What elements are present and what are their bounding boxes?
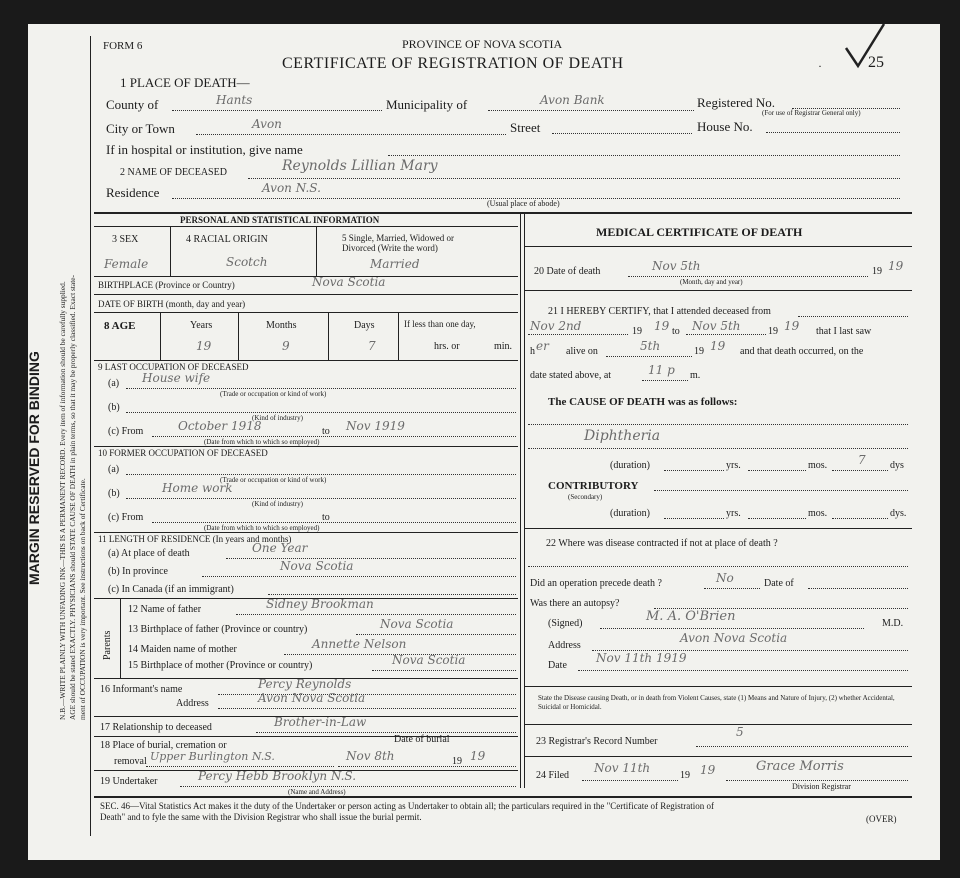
date-stated-text: date stated above, at bbox=[530, 370, 612, 381]
death-year-prefix: 19 bbox=[872, 266, 882, 277]
registrar-signature: Grace Morris bbox=[756, 759, 844, 774]
province-heading: PROVINCE OF NOVA SCOTIA bbox=[402, 37, 563, 51]
burial-place-value: Upper Burlington N.S. bbox=[150, 750, 275, 763]
street-label: Street bbox=[510, 120, 541, 135]
county-label: County of bbox=[106, 97, 159, 112]
burial-date-value: Nov 8th bbox=[346, 749, 395, 763]
md-label: M.D. bbox=[882, 618, 904, 629]
industry-hint-1: (Kind of industry) bbox=[252, 414, 303, 422]
occ-to-value: Nov 1919 bbox=[346, 419, 405, 433]
former-a-label: (a) bbox=[108, 464, 120, 475]
undertaker-label: 19 Undertaker bbox=[100, 776, 158, 787]
secondary-hint: (Secondary) bbox=[568, 493, 603, 501]
res-b-label: (b) In province bbox=[108, 566, 168, 577]
medical-address-value: Avon Nova Scotia bbox=[680, 631, 788, 645]
former-to-label: to bbox=[322, 512, 330, 523]
place-heading: 1 PLACE OF DEATH— bbox=[120, 75, 250, 90]
marital-label-2: Divorced (Write the word) bbox=[342, 243, 438, 253]
margin-instructions-2: AGE should be stated EXACTLY. PHYSICIANS should STATE CAUSE OF DEATH in plain terms, so that it may be properly classified. Exact state- bbox=[68, 275, 77, 720]
operation-label: Did an operation precede death ? bbox=[530, 578, 662, 589]
relationship-label: 17 Relationship to deceased bbox=[100, 722, 212, 733]
record-number-value: 5 bbox=[736, 725, 744, 739]
mother-value: Annette Nelson bbox=[312, 637, 407, 651]
county-value: Hants bbox=[216, 93, 253, 107]
attended-year-prefix-1: 19 bbox=[632, 326, 642, 337]
filed-value: Nov 11th bbox=[594, 761, 651, 775]
form-number: FORM 6 bbox=[103, 40, 143, 52]
attended-year-prefix-2: 19 bbox=[768, 326, 778, 337]
months-value: 9 bbox=[282, 339, 290, 353]
autopsy-label: Was there an autopsy? bbox=[530, 598, 620, 609]
father-birthplace-value: Nova Scotia bbox=[380, 617, 454, 631]
mother-birthplace-label: 15 Birthplace of mother (Province or country) bbox=[128, 660, 313, 671]
months-label: Months bbox=[266, 320, 297, 331]
parents-side-label: Parents bbox=[102, 630, 113, 660]
filed-year-value: 19 bbox=[700, 763, 716, 777]
years-value: 19 bbox=[196, 339, 212, 353]
attended-to-value: Nov 5th bbox=[692, 319, 741, 333]
margin-instructions-3: ment of OCCUPATION is very important. See instructions on back of Certificate. bbox=[78, 478, 87, 720]
hrs-label: hrs. or bbox=[434, 341, 460, 352]
occ-from-value: October 1918 bbox=[178, 419, 262, 433]
burial-label-1: 18 Place of burial, cremation or bbox=[100, 740, 227, 751]
duration-days-value: 7 bbox=[858, 453, 866, 467]
death-year-value: 19 bbox=[888, 259, 904, 273]
yrs-label-2: yrs. bbox=[726, 508, 741, 519]
signed-label: (Signed) bbox=[548, 618, 583, 629]
mos-label-1: mos. bbox=[808, 460, 828, 471]
date-hint-1: (Date from which to which so employed) bbox=[204, 438, 320, 446]
dob-label: DATE OF BIRTH (month, day and year) bbox=[98, 299, 246, 309]
date-hint-2: (Date from which to which so employed) bbox=[204, 524, 320, 532]
deceased-name-label: 2 NAME OF DECEASED bbox=[120, 167, 227, 178]
burial-year-value: 19 bbox=[470, 749, 486, 763]
racial-origin-value: Scotch bbox=[226, 255, 268, 269]
medical-date-value: Nov 11th 1919 bbox=[596, 651, 687, 665]
usual-abode-note: (Usual place of abode) bbox=[487, 199, 560, 208]
m-suffix: m. bbox=[690, 370, 701, 381]
page-number: 25 bbox=[868, 54, 884, 71]
time-value: 11 p bbox=[648, 363, 675, 377]
former-occupation-heading: 10 FORMER OCCUPATION OF DECEASED bbox=[98, 448, 268, 458]
yrs-label-1: yrs. bbox=[726, 460, 741, 471]
days-value: 7 bbox=[368, 339, 376, 353]
less-than-day-label: If less than one day, bbox=[404, 319, 476, 329]
marital-label-1: 5 Single, Married, Widowed or bbox=[342, 233, 454, 243]
hospital-label: If in hospital or institution, give name bbox=[106, 142, 303, 157]
binding-margin-label: MARGIN RESERVED FOR BINDING bbox=[26, 351, 42, 585]
res-b-value: Nova Scotia bbox=[280, 559, 354, 573]
certify-text: 21 I HEREBY CERTIFY, that I attended deceased from bbox=[548, 306, 771, 317]
alive-year-value: 19 bbox=[710, 339, 726, 353]
filed-label: 24 Filed bbox=[536, 770, 570, 781]
record-number-label: 23 Registrar's Record Number bbox=[536, 736, 658, 747]
relationship-value: Brother-in-Law bbox=[274, 715, 367, 729]
date-of-death-label: 20 Date of death bbox=[534, 266, 601, 277]
city-label: City or Town bbox=[106, 121, 175, 136]
undertaker-value: Percy Hebb Brooklyn N.S. bbox=[198, 769, 357, 783]
informant-label: 16 Informant's name bbox=[100, 684, 183, 695]
attended-year-from-value: 19 bbox=[654, 319, 670, 333]
occ-c-from-label: (c) From bbox=[108, 426, 144, 437]
sec46-line-2: Death" and to fyle the same with the Division Registrar who shall issue the burial permit. bbox=[100, 812, 422, 822]
occ-to-label: to bbox=[322, 426, 330, 437]
father-birthplace-label: 13 Birthplace of father (Province or country) bbox=[128, 624, 308, 635]
division-registrar-label: Division Registrar bbox=[792, 782, 851, 791]
occ-b-label: (b) bbox=[108, 402, 120, 413]
residence-value: Avon N.S. bbox=[262, 181, 321, 195]
dys-label-1: dys bbox=[890, 460, 904, 471]
attended-year-to-value: 19 bbox=[784, 319, 800, 333]
h-value: er bbox=[536, 339, 549, 353]
alive-on-label: alive on bbox=[566, 346, 598, 357]
medical-date-label: Date bbox=[548, 660, 567, 671]
res-a-value: One Year bbox=[252, 541, 308, 555]
binding-margin-line bbox=[90, 36, 91, 836]
mother-label: 14 Maiden name of mother bbox=[128, 644, 237, 655]
sex-value: Female bbox=[104, 257, 149, 271]
last-occupation-value: House wife bbox=[142, 371, 211, 385]
operation-value: No bbox=[716, 571, 734, 585]
municipality-value: Avon Bank bbox=[540, 93, 605, 107]
min-label: min. bbox=[494, 341, 513, 352]
duration-label-2: (duration) bbox=[610, 508, 650, 519]
last-occupation-heading: 9 LAST OCCUPATION OF DECEASED bbox=[98, 362, 249, 372]
death-occurred-text: and that death occurred, on the bbox=[740, 346, 864, 357]
margin-instructions-1: N.B.—WRITE PLAINLY WITH UNFADING INK—THIS IS A PERMANENT RECORD. Every item of information should be carefully supplied. bbox=[58, 281, 67, 720]
residence-length-heading: 11 LENGTH OF RESIDENCE (In years and months) bbox=[98, 534, 292, 544]
contributory-label: CONTRIBUTORY bbox=[548, 480, 639, 492]
date-of-death-value: Nov 5th bbox=[652, 259, 701, 273]
res-a-label: (a) At place of death bbox=[108, 548, 190, 559]
informant-address-value: Avon Nova Scotia bbox=[258, 691, 366, 705]
occ-a-label: (a) bbox=[108, 378, 120, 389]
cause-value: Diphtheria bbox=[584, 428, 661, 444]
medical-heading: MEDICAL CERTIFICATE OF DEATH bbox=[596, 225, 803, 239]
informant-address-label: Address bbox=[176, 698, 209, 709]
alive-on-value: 5th bbox=[640, 339, 661, 353]
checkmark-icon bbox=[840, 20, 890, 70]
mos-label-2: mos. bbox=[808, 508, 828, 519]
trade-hint-2: (Trade or occupation or kind of work) bbox=[220, 476, 327, 484]
former-b-label: (b) bbox=[108, 488, 120, 499]
house-no-label: House No. bbox=[697, 119, 753, 134]
burial-label-2: removal bbox=[114, 756, 147, 767]
birthplace-value: Nova Scotia bbox=[312, 275, 386, 289]
age-label: 8 AGE bbox=[104, 320, 136, 332]
marital-value: Married bbox=[370, 257, 420, 271]
sex-label: 3 SEX bbox=[112, 234, 139, 245]
signed-value: M. A. O'Brien bbox=[646, 609, 736, 624]
cause-heading: The CAUSE OF DEATH was as follows: bbox=[548, 396, 738, 408]
municipality-label: Municipality of bbox=[386, 97, 468, 112]
burial-date-label: Date of burial bbox=[394, 734, 450, 745]
filed-year-prefix: 19 bbox=[680, 770, 690, 781]
father-label: 12 Name of father bbox=[128, 604, 202, 615]
racial-origin-label: 4 RACIAL ORIGIN bbox=[186, 234, 268, 245]
h-prefix: h bbox=[530, 346, 535, 357]
last-saw-text: that I last saw bbox=[816, 326, 872, 337]
deceased-name-value: Reynolds Lillian Mary bbox=[282, 158, 438, 174]
registered-no-label: Registered No. bbox=[697, 95, 775, 110]
checkmark-dots: · bbox=[818, 59, 822, 73]
personal-heading: PERSONAL AND STATISTICAL INFORMATION bbox=[180, 215, 380, 225]
disease-note: State the Disease causing Death, or in death from Violent Causes, state (1) Means and Nature of Injury, (2) whether Accidental, Suicidal or Homicidal. bbox=[538, 694, 895, 711]
q22-text: 22 Where was disease contracted if not at place of death ? bbox=[546, 538, 778, 549]
birthplace-label: BIRTHPLACE (Province or Country) bbox=[98, 280, 235, 290]
attended-from-value: Nov 2nd bbox=[530, 319, 582, 333]
alive-year-prefix: 19 bbox=[694, 346, 704, 357]
medical-address-label: Address bbox=[548, 640, 581, 651]
days-label: Days bbox=[354, 320, 375, 331]
trade-hint-1: (Trade or occupation or kind of work) bbox=[220, 390, 327, 398]
sec46-line-1: SEC. 46—Vital Statistics Act makes it the duty of the Undertaker or person acting as Undertaker to obtain all; the particulars required in the "Certificate of Registration of bbox=[100, 801, 714, 811]
date-of-label: Date of bbox=[764, 578, 794, 589]
former-occupation-value: Home work bbox=[162, 481, 233, 495]
burial-year-prefix: 19 bbox=[452, 756, 462, 767]
page-title: CERTIFICATE OF REGISTRATION OF DEATH bbox=[282, 55, 624, 72]
over-label: (OVER) bbox=[866, 814, 897, 824]
res-c-label: (c) In Canada (if an immigrant) bbox=[108, 584, 234, 595]
informant-value: Percy Reynolds bbox=[258, 677, 352, 691]
attended-to-label: to bbox=[672, 326, 680, 337]
father-value: Sidney Brookman bbox=[266, 597, 374, 611]
registrar-use-note: (For use of Registrar General only) bbox=[762, 109, 861, 117]
city-value: Avon bbox=[252, 117, 282, 131]
name-address-hint: (Name and Address) bbox=[288, 788, 346, 796]
mother-birthplace-value: Nova Scotia bbox=[392, 653, 466, 667]
duration-label-1: (duration) bbox=[610, 460, 650, 471]
former-c-from-label: (c) From bbox=[108, 512, 144, 523]
residence-label: Residence bbox=[106, 185, 160, 200]
month-day-year-hint: (Month, day and year) bbox=[680, 278, 743, 286]
industry-hint-2: (Kind of industry) bbox=[252, 500, 303, 508]
dys-label-2: dys. bbox=[890, 508, 907, 519]
years-label: Years bbox=[190, 320, 213, 331]
